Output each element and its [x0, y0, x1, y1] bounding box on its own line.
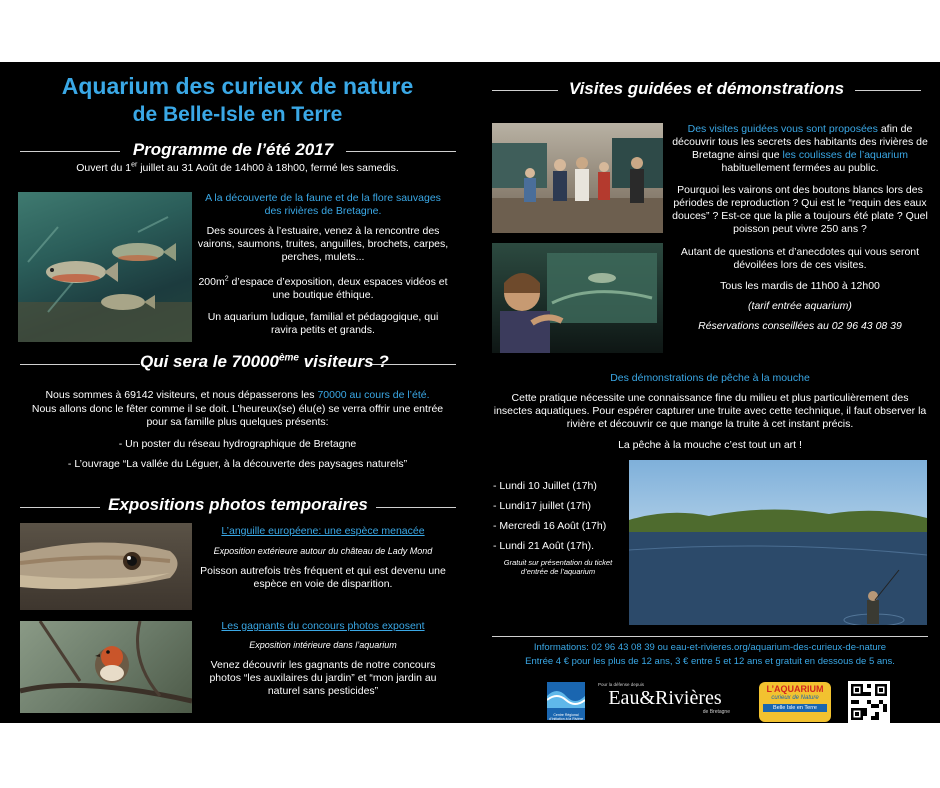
divider — [376, 507, 456, 508]
fishing-tagline: La pêche à la mouche c’est tout un art ! — [618, 439, 802, 451]
visits-text-1: afin de découvrir tous les secrets des habitants des rivières de Bretagne ainsi que — [672, 123, 928, 161]
aquarium-logo — [759, 682, 831, 722]
child-aquarium-illustration — [492, 243, 663, 353]
expo-heading: Expositions photos temporaires — [108, 495, 368, 514]
expo2-title: Les gagnants du concours photos exposent — [221, 620, 425, 632]
qr-code[interactable] — [848, 681, 890, 723]
visits-highlight-2: les coulisses de l’aquarium — [782, 149, 908, 161]
crir-logo — [547, 682, 585, 720]
visitor-heading — [140, 352, 389, 372]
visitor-text-a: Nous sommes à 69142 visiteurs, et nous dépasserons les — [45, 389, 318, 401]
wave-icon — [547, 682, 585, 708]
date-item: - Mercredi 16 Août (17h) — [493, 520, 607, 532]
visits-schedule: Tous les mardis de 11h00 à 12h00 — [720, 280, 880, 292]
divider — [20, 507, 100, 508]
divider — [20, 151, 120, 152]
divider — [346, 151, 456, 152]
fishing-heading: Des démonstrations de pêche à la mouche — [610, 372, 810, 384]
programme-heading: Programme de l’été 2017 — [132, 140, 334, 159]
opening-sup: er — [131, 161, 138, 169]
discovery-paragraph-1: Des sources à l’estuaire, venez à la rencontre des vairons, saumons, truites, anguilles, brochets, carpes, perches, mulets... — [197, 225, 449, 263]
fishing-dates — [493, 480, 633, 557]
robin-illustration — [20, 621, 192, 713]
fishing-paragraph: Cette pratique nécessite une connaissance fine du milieu et plus particulièrement des insectes aquatiques. Pour espérer capturer une truite avec cette technique, il faut observer la rivière et découvrir ce que mange la truite à cet instant précis. — [493, 392, 927, 430]
child-aquarium-photo — [492, 243, 663, 353]
divider — [855, 90, 921, 91]
info-prices: Entrée 4 € pour les plus de 12 ans, 3 € entre 5 et 12 ans et gratuit en dessous de 5 ans. — [525, 656, 895, 667]
eau-logo-sub: de Bretagne — [702, 709, 730, 715]
prize-item-2: - L’ouvrage “La vallée du Léguer, à la découverte des paysages naturels” — [67, 458, 408, 470]
qr-code-icon — [851, 684, 887, 720]
aquarium-logo-line1: L’AQUARIUM — [766, 684, 824, 694]
date-item: - Lundi 21 Août (17h). — [493, 540, 594, 552]
visitor-heading-a: Qui sera le 70000 — [140, 352, 279, 371]
crir-label: Centre Régional d’Initiation à la Rivière — [548, 713, 584, 721]
divider — [20, 364, 140, 365]
visits-paragraph-2: Pourquoi les vairons ont des boutons blancs lors des périodes de reproduction ? Qui est le “requin des eaux douces” ? Est-ce que la plie a toujours été plate ? Quel poisson peut vivre 250 ans ? — [672, 184, 928, 235]
surface-text-a: 200m — [198, 276, 225, 288]
eau-rivieres-logo — [594, 682, 736, 715]
eau-logo-main: Eau&Rivières — [608, 687, 722, 709]
eel-photo — [20, 523, 192, 610]
title-line-2: de Belle-Isle en Terre — [132, 103, 343, 126]
fish-photo — [18, 192, 192, 342]
river-photo — [629, 460, 927, 625]
surface-text-b: d’espace d’exposition, deux espaces vidéos et une boutique éthique. — [228, 276, 448, 301]
visitor-text-highlight: 70000 au cours de l’été. — [317, 389, 430, 401]
prize-item-1: - Un poster du réseau hydrographique de Bretagne — [118, 438, 357, 450]
river-illustration — [629, 460, 927, 625]
visitors-illustration — [492, 123, 663, 233]
robin-photo — [20, 621, 192, 713]
aquarium-logo-line3: Belle Isle en Terre — [763, 704, 827, 712]
expo1-title: L’anguille européene: une espèce menacée — [221, 525, 425, 537]
discovery-paragraph-3: Un aquarium ludique, familial et pédagogique, qui ravira petits et grands. — [207, 311, 439, 336]
visits-paragraph-1 — [672, 123, 928, 175]
expo1-subtitle: Exposition extérieure autour du château de Lady Mond — [213, 546, 433, 556]
date-item: - Lundi17 juillet (17h) — [493, 500, 592, 512]
visits-booking: Réservations conseillées au 02 96 43 08 39 — [698, 320, 902, 332]
expo1-text: Poisson autrefois très fréquent et qui est devenu une espèce en voie de disparition. — [200, 565, 446, 590]
expo2-subtitle: Exposition intérieure dans l’aquarium — [249, 640, 397, 650]
visitor-paragraph-1 — [20, 389, 455, 402]
discovery-heading: A la découverte de la faune et de la flore sauvages des rivières de Bretagne. — [205, 192, 441, 217]
discovery-paragraph-2 — [197, 276, 449, 302]
surface-sup: 2 — [224, 275, 229, 283]
eel-illustration — [20, 523, 192, 610]
visits-text-2: habituellement fermées au public. — [721, 162, 879, 174]
visits-tarif: (tarif entrée aquarium) — [748, 300, 852, 312]
info-contact: Informations: 02 96 43 08 39 ou eau-et-rivieres.org/aquarium-des-curieux-de-nature — [533, 642, 887, 653]
visits-highlight-1: Des visites guidées vous sont proposées — [687, 123, 878, 135]
visits-heading: Visites guidées et démonstrations — [568, 79, 845, 98]
title-line-1: Aquarium des curieux de nature — [61, 73, 414, 99]
opening-text-a: Ouvert du 1 — [76, 162, 132, 174]
divider — [492, 636, 928, 637]
eau-logo-small: Pour la défense depuis — [598, 682, 645, 687]
visitor-paragraph-2: Nous allons donc le fêter comme il se doit. L’heureux(se) élu(e) se verra offrir une entrée pour sa famille plus quelques présents: — [31, 403, 444, 428]
flyer — [0, 62, 940, 723]
opening-text-b: juillet au 31 Août de 14h00 à 18h00, fermé les samedis. — [137, 162, 399, 174]
dates-note: Gratuit sur présentation du ticket d’entrée de l’aquarium — [503, 558, 613, 576]
date-item: - Lundi 10 Juillet (17h) — [493, 480, 597, 492]
flyer-title — [20, 72, 455, 128]
fish-illustration — [18, 192, 192, 342]
visitor-heading-b: visiteurs ? — [298, 352, 389, 371]
visitors-photo — [492, 123, 663, 233]
aquarium-logo-line2: curieux de Nature — [771, 695, 819, 701]
visitor-heading-sup: ème — [278, 352, 299, 364]
opening-hours — [20, 162, 455, 175]
divider — [492, 90, 558, 91]
visits-paragraph-3: Autant de questions et d’anecdotes qui vous seront dévoilées lors de ces visites. — [680, 246, 920, 271]
expo2-text: Venez découvrir les gagnants de notre concours photos “les auxilaires du jardin” et “mon jardin au naturel sans pesticides” — [209, 659, 437, 697]
